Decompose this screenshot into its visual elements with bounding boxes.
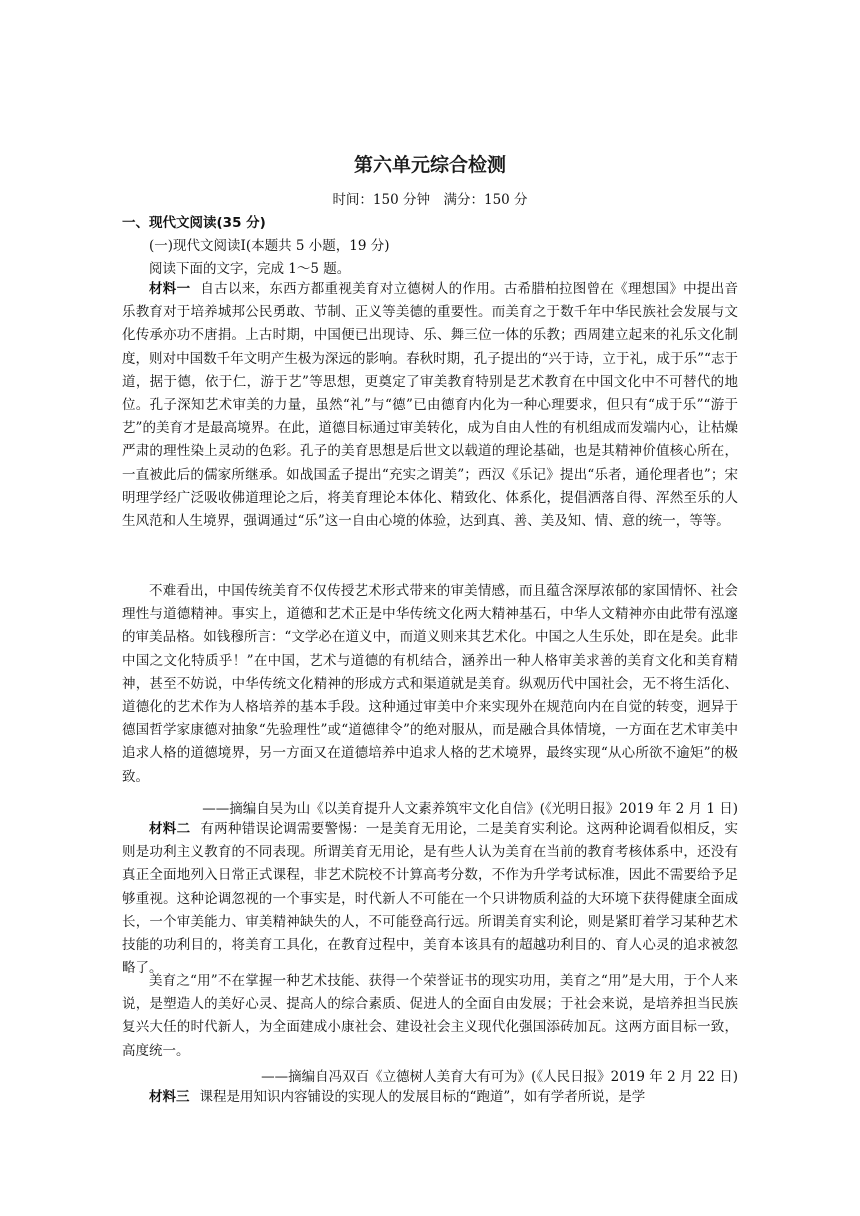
material1-source: ——摘编自吴为山《以美育提升人文素养筑牢文化自信》(《光明日报》2019 年 2 月 1 日)	[202, 801, 738, 817]
paragraph-text: 课程是用知识内容铺设的实现人的发展目标的“跑道”，如有学者所说，是学	[199, 1089, 646, 1105]
paragraph-text: 自古以来，东西方都重视美育对立德树人的作用。古希腊柏拉图曾在《理想国》中提出音乐教育对于培养城邦公民勇敢、节制、正义等美德的重要性。而美育之于数千年中华民族社会发展与文化传承亦功不唐捐。上古时期，中国便已出现诗、乐、舞三位一体的乐教；西周建立起来的礼乐文化制度，则对中国数千年文明产生极为深远的影响。春秋时期，孔子提出的“兴于诗，立于礼，成于乐”“志于道，据于德，依于仁，游于艺”等思想，更奠定了审美教育特别是艺术教育在中国文化中不可替代的地位。孔子深知艺术审美的力量，虽然“礼”与“德”已由德育内化为一种心理要求，但只有“成于乐”“游于艺”的美育才是最高境界。在此，道德目标通过审美转化，成为自由人性的有机组成而发端内心，让枯燥严肃的理性染上灵动的色彩。孔子的美育思想是后世文以载道的理论基础，也是其精神价值核心所在，一直被此后的儒家所继承。如战国孟子提出“充实之谓美”；西汉《乐记》提出“乐者，通伦理者也”；宋明理学经广泛吸收佛道理论之后，将美育理论本体化、精致化、体系化，提倡洒落自得、浑然至乐的人生风范和人生境界，强调通过“乐”这一自由心境的体验，达到真、善、美及知、情、意的统一，等等。	[122, 281, 739, 530]
material-label: 材料三	[149, 1089, 190, 1105]
subsection-heading: (一)现代文阅读Ⅰ(本题共 5 小题，19 分)	[149, 238, 390, 254]
material1-paragraph1	[122, 278, 738, 533]
exam-meta: 时间：150 分钟 满分：150 分	[332, 192, 528, 208]
material-label: 材料二	[149, 821, 191, 837]
section-heading: 一、现代文阅读(35 分)	[122, 215, 266, 231]
paragraph-text: 有两种错误论调需要警惕：一是美育无用论，二是美育实利论。这两种论调看似相反，实则是功利主义教育的不同表现。所谓美育无用论，是有些人认为美育在当前的教育考核体系中，还没有真正全面地列入日常正式课程，非艺术院校不计算高考分数，不作为升学考试标准，因此不需要给予足够重视。这种论调忽视的一个事实是，时代新人不可能在一个只讲物质利益的大环境下获得健康全面成长，一个审美能力、审美精神缺失的人，不可能登高行远。所谓美育实利论，则是紧盯着学习某种艺术技能的功利目的，将美育工具化，在教育过程中，美育本该具有的超越功利目的、育人心灵的追求被忽略了。	[122, 821, 739, 977]
page-title: 第六单元综合检测	[353, 154, 506, 176]
material1-paragraph2	[122, 580, 738, 789]
paragraph-text: 美育之“用”不在掌握一种艺术技能、获得一个荣誉证书的现实功用，美育之“用”是大用，于个人来说，是塑造人的美好心灵、提高人的综合素质、促进人的全面自由发展；于社会来说，是培养担当民族复兴大任的时代新人，为全面建成小康社会、建设社会主义现代化强国添砖加瓦。这两方面目标一致，高度统一。	[122, 973, 738, 1059]
material2-paragraph2	[122, 970, 738, 1063]
material2-source: ——摘编自冯双百《立德树人美育大有可为》(《人民日报》2019 年 2 月 22 日)	[261, 1069, 738, 1085]
material2-paragraph1	[122, 818, 738, 980]
material-label: 材料一	[149, 281, 191, 297]
paragraph-text: 不难看出，中国传统美育不仅传授艺术形式带来的审美情感，而且蕴含深厚浓郁的家国情怀、社会理性与道德精神。事实上，道德和艺术正是中华传统文化两大精神基石，中华人文精神亦由此带有泓邃的审美品格。如钱穆所言：“文学必在道义中，而道义则来其艺术化。中国之人生乐处，即在是矣。此非中国之文化特质乎！”在中国，艺术与道德的有机结合，涵养出一种人格审美求善的美育文化和美育精神，甚至不妨说，中华传统文化精神的形成方式和渠道就是美育。纵观历代中国社会，无不将生活化、道德化的艺术作为人格培养的基本手段。这种通过审美中介来实现外在规范向内在自觉的转变，迥异于德国哲学家康德对抽象“先验理性”或“道德律令”的绝对服从，而是融合具体情境，一方面在艺术审美中追求人格的道德境界，另一方面又在道德培养中追求人格的艺术境界，最终实现“从心所欲不逾矩”的极致。	[122, 583, 738, 785]
material3-paragraph1	[122, 1086, 738, 1109]
instruction-text: 阅读下面的文字，完成 1～5 题。	[149, 261, 351, 277]
